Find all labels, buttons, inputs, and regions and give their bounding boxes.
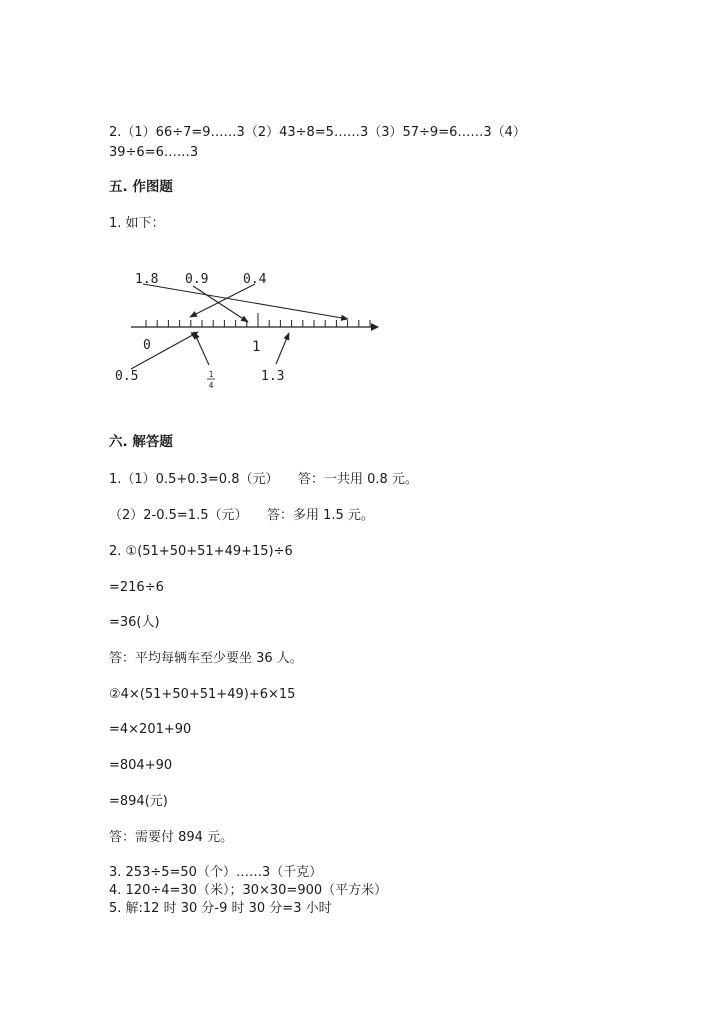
label-1-8: 1.8: [135, 272, 159, 287]
label-0-9: 0.9: [185, 272, 209, 287]
solution-4: 4. 120÷4=30（米）；30×30=900（平方米）: [109, 883, 388, 898]
label-one: 1: [252, 339, 261, 355]
solution-2-step-3: =36(人): [109, 615, 160, 630]
drawing-answer-1: 1. 如下：: [109, 216, 165, 231]
solution-2-part-2-step-3: =804+90: [109, 758, 173, 773]
number-line-ticks: [146, 313, 370, 327]
solution-2-part-2-step-2: =4×201+90: [109, 722, 192, 737]
label-1-3: 1.3: [261, 369, 285, 384]
solution-2-answer-2: 答：需要付 894 元。: [109, 830, 234, 845]
section-heading-drawing: 五. 作图题: [109, 179, 173, 195]
solution-1-part-2: （2）2-0.5=1.5（元） 答：多用 1.5 元。: [109, 508, 374, 523]
solution-3: 3. 253÷5=50（个）……3（千克）: [109, 865, 323, 880]
arrow-0-5: [131, 332, 198, 369]
solution-2-step-1: 2. ①(51+50+51+49+15)÷6: [109, 544, 293, 559]
arrow-0-4: [190, 284, 255, 317]
solution-2-part-2-step-1: ②4×(51+50+51+49)+6×15: [109, 687, 296, 702]
number-line-figure: [109, 262, 389, 402]
answer-2-line-1: 2.（1）66÷7=9……3（2）43÷8=5……3（3）57÷9=6……3（4）: [109, 125, 526, 140]
label-0-5: 0.5: [115, 369, 139, 384]
fraction-numerator: 1: [208, 370, 214, 379]
solution-1-part-1: 1.（1）0.5+0.3=0.8（元） 答：一共用 0.8 元。: [109, 472, 418, 487]
solution-2-part-2-step-4: =894(元): [109, 794, 168, 809]
number-line-arrowhead: [371, 323, 379, 331]
solution-2-answer-1: 答：平均每辆车至少要坐 36 人。: [109, 651, 303, 666]
fraction-denominator: 4: [208, 381, 214, 390]
solution-2-step-2: =216÷6: [109, 580, 164, 595]
solution-5: 5. 解:12 时 30 分-9 时 30 分=3 小时: [109, 901, 332, 916]
label-zero: 0: [143, 338, 151, 353]
number-line-svg: [109, 262, 389, 402]
answer-2-line-2: 39÷6=6……3: [109, 145, 199, 160]
label-0-4: 0.4: [243, 272, 267, 287]
section-heading-solutions: 六. 解答题: [109, 434, 173, 450]
arrow-1-4: [194, 332, 209, 365]
arrow-1-3: [276, 333, 289, 364]
